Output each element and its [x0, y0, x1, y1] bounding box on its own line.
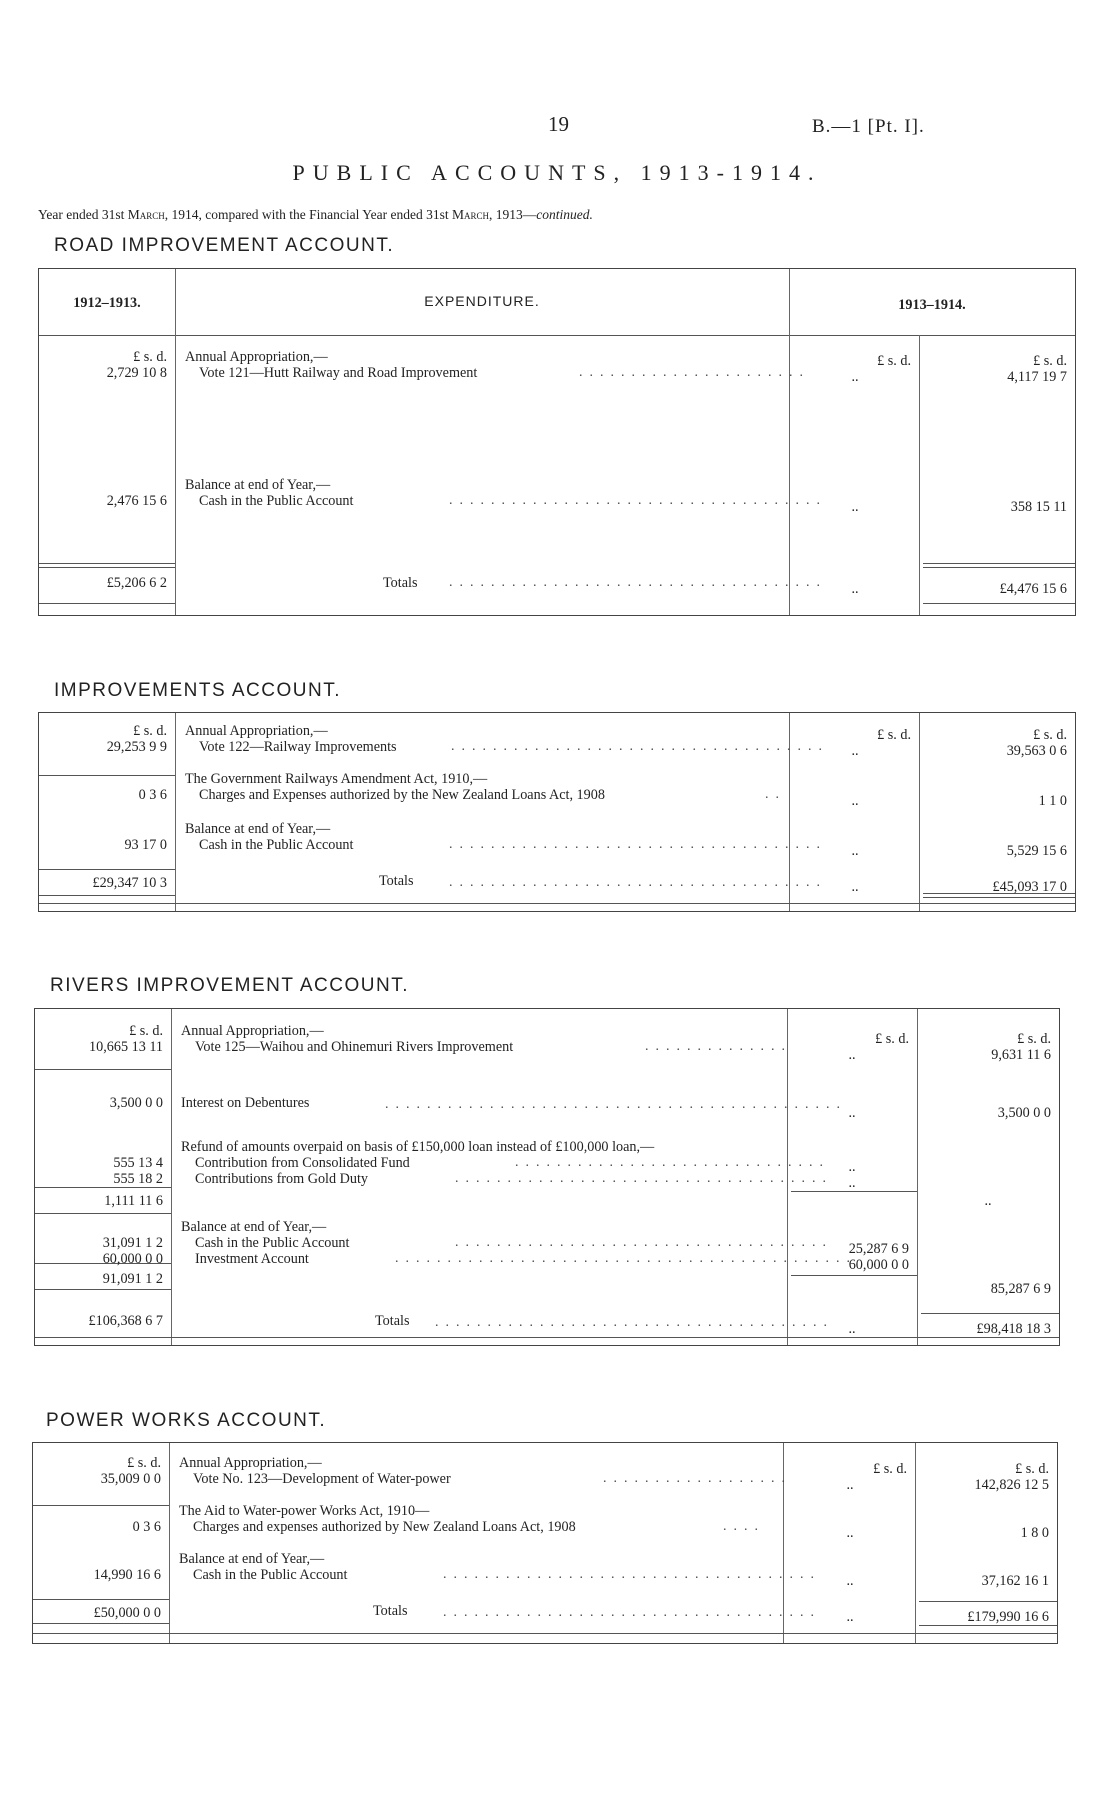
imp-mid-dots: .. [851, 743, 859, 759]
imp-mid-dots-4: .. [851, 879, 859, 895]
rivers-heading: RIVERS IMPROVEMENT ACCOUNT. [50, 975, 409, 996]
riv-mid-dots-3: .. [848, 1159, 856, 1175]
road-mid-dots-2: .. [851, 499, 859, 515]
imp-cur-vote: 39,563 0 6 [1006, 743, 1067, 759]
riv-mid-investment: 60,000 0 0 [848, 1257, 909, 1273]
riv-vote-label: Vote 125—Waihou and Ohinemuri Rivers Improvement [195, 1039, 514, 1055]
riv-lsd-cur: £ s. d. [1017, 1031, 1051, 1047]
riv-mid-dots: .. [848, 1047, 856, 1063]
imp-prev-charges: 0 3 6 [138, 787, 167, 803]
riv-prev-consolidated: 555 13 4 [113, 1155, 163, 1171]
road-lsd-cur: £ s. d. [1033, 353, 1067, 369]
subtitle-mid: , 1914, compared with the Financial Year ended 31st [164, 207, 452, 222]
pow-lsd-mid: £ s. d. [873, 1461, 907, 1477]
road-prev-balance: 2,476 15 6 [106, 493, 167, 509]
riv-prev-cash: 31,091 1 2 [102, 1235, 163, 1251]
riv-balance-label: Balance at end of Year,— [181, 1219, 327, 1235]
document-reference: B.—1 [Pt. I]. [812, 116, 925, 137]
page-number: 19 [548, 112, 569, 136]
riv-totals-label: Totals [375, 1313, 410, 1329]
riv-cash-label: Cash in the Public Account [195, 1235, 350, 1251]
subtitle-continued: continued. [536, 207, 593, 222]
imp-balance-label: Balance at end of Year,— [185, 821, 331, 837]
road-col-1913: 1913–1914. [898, 297, 966, 313]
road-prev-total: £5,206 6 2 [106, 575, 167, 591]
road-heading: ROAD IMPROVEMENT ACCOUNT. [54, 235, 395, 256]
road-prev-vote: 2,729 10 8 [106, 365, 167, 381]
riv-consolidated-label: Contribution from Consolidated Fund [195, 1155, 410, 1171]
riv-cur-balance: 85,287 6 9 [990, 1281, 1051, 1297]
page-subtitle [38, 207, 593, 223]
road-vote-label: Vote 121—Hutt Railway and Road Improvement [199, 365, 478, 381]
road-col-1912: 1912–1913. [73, 295, 141, 311]
pow-totals-label: Totals [373, 1603, 408, 1619]
imp-cur-charges: 1 1 0 [1038, 793, 1067, 809]
riv-mid-dots-5: .. [848, 1321, 856, 1337]
imp-charges-label: Charges and Expenses authorized by the New Zealand Loans Act, 1908 [199, 787, 605, 803]
imp-cur-balance: 5,529 15 6 [1006, 843, 1067, 859]
riv-prev-gold: 555 18 2 [113, 1171, 163, 1187]
pow-cur-total: £179,990 16 6 [967, 1609, 1049, 1625]
imp-act-label: The Government Railways Amendment Act, 1910,— [185, 771, 488, 787]
pow-cash-label: Cash in the Public Account [193, 1567, 348, 1583]
imp-totals-label: Totals [379, 873, 414, 889]
imp-cur-total: £45,093 17 0 [992, 879, 1067, 895]
pow-mid-dots-2: .. [846, 1525, 854, 1541]
riv-cur-interest: 3,500 0 0 [997, 1105, 1051, 1121]
improvements-table: £ s. d. 29,253 9 9 Annual Appropriation,— Vote 122—Railway Improvements .................................... £ s. d. .. £ s. d. 39,563 0 6 0 3 6 The Government Railways Amendment Act, 1910,— Charges and Expenses authorized by the New Zealand Loans Act, 1908 .. .. 1 1 0 93 17 0 Balance at end of Year,— Cash in the Public Account .................................... .. 5,529 15 6 £29,347 10 3 Totals .................................... .. £45,093 17 0 [38, 712, 1076, 912]
pow-prev-charges: 0 3 6 [132, 1519, 161, 1535]
page-title: PUBLIC ACCOUNTS, 1913-1914. [292, 160, 822, 185]
power-table: £ s. d. 35,009 0 0 Annual Appropriation,— Vote No. 123—Development of Water-power .................. £ s. d. .. £ s. d. 142,826 12 5 0 3 6 The Aid to Water-power Works Act, 1910— Charges and expenses authorized by New Zealand Loans Act, 1908 .... .. 1 8 0 14,990 16 6 Balance at end of Year,— Cash in the Public Account .................................... .. 37,162 16 1 £50,000 0 0 Totals .................................... .. £179,990 16 6 [32, 1442, 1058, 1644]
pow-act-label: The Aid to Water-power Works Act, 1910— [179, 1503, 430, 1519]
road-lsd-prev: £ s. d. [133, 349, 167, 365]
riv-mid-cash: 25,287 6 9 [848, 1241, 909, 1257]
riv-lsd-mid: £ s. d. [875, 1031, 909, 1047]
imp-lsd-cur: £ s. d. [1033, 727, 1067, 743]
imp-mid-dots-2: .. [851, 793, 859, 809]
imp-prev-total: £29,347 10 3 [92, 875, 167, 891]
pow-appropriation-label: Annual Appropriation,— [179, 1455, 322, 1471]
road-mid-dots: .. [851, 369, 859, 385]
road-cash-label: Cash in the Public Account [199, 493, 354, 509]
road-cur-total: £4,476 15 6 [999, 581, 1067, 597]
road-col-expenditure: EXPENDITURE. [424, 293, 540, 309]
imp-vote-label: Vote 122—Railway Improvements [199, 739, 397, 755]
riv-prev-total: £106,368 6 7 [88, 1313, 163, 1329]
road-cur-balance: 358 15 11 [1010, 499, 1067, 515]
power-heading: POWER WORKS ACCOUNT. [46, 1410, 327, 1431]
riv-prev-refund-sum: 1,111 11 6 [104, 1193, 163, 1209]
riv-mid-dots-2: .. [848, 1105, 856, 1121]
riv-prev-interest: 3,500 0 0 [109, 1095, 163, 1111]
riv-investment-label: Investment Account [195, 1251, 309, 1267]
riv-cur-refund-dots: .. [984, 1193, 992, 1209]
riv-refund-label: Refund of amounts overpaid on basis of £150,000 loan instead of £100,000 loan,— [181, 1139, 655, 1155]
imp-prev-vote: 29,253 9 9 [106, 739, 167, 755]
imp-cash-label: Cash in the Public Account [199, 837, 354, 853]
riv-mid-dots-4: .. [848, 1175, 856, 1191]
imp-appropriation-label: Annual Appropriation,— [185, 723, 328, 739]
improvements-heading: IMPROVEMENTS ACCOUNT. [54, 680, 341, 701]
pow-lsd-prev: £ s. d. [127, 1455, 161, 1471]
pow-prev-total: £50,000 0 0 [93, 1605, 161, 1621]
road-lsd-mid: £ s. d. [877, 353, 911, 369]
riv-interest-label: Interest on Debentures [181, 1095, 310, 1111]
road-mid-dots-3: .. [851, 581, 859, 597]
imp-prev-balance: 93 17 0 [124, 837, 167, 853]
imp-lsd-mid: £ s. d. [877, 727, 911, 743]
pow-balance-label: Balance at end of Year,— [179, 1551, 325, 1567]
riv-prev-vote: 10,665 13 11 [89, 1039, 163, 1055]
riv-cur-total: £98,418 18 3 [976, 1321, 1051, 1337]
pow-mid-dots: .. [846, 1477, 854, 1493]
road-table: 1912–1913. EXPENDITURE. 1913–1914. £ s. d. 2,729 10 8 Annual Appropriation,— Vote 121—Hutt Railway and Road Improvement ...................... £ s. d. .. £ s. d. 4,117 19 7 2,476 15 6 Balance at end of Year,— Cash in the Public Account .................................... .. 358 15 11 £5,206 6 2 Totals .................................... .. £4,476 15 6 [38, 268, 1076, 616]
subtitle-post: , 1913— [488, 207, 537, 222]
riv-appropriation-label: Annual Appropriation,— [181, 1023, 324, 1039]
subtitle-pre: Year ended 31st [38, 207, 128, 222]
road-totals-label: Totals [383, 575, 418, 591]
road-appropriation-label: Annual Appropriation,— [185, 349, 328, 365]
rivers-table: £ s. d. 10,665 13 11 Annual Appropriation,— Vote 125—Waihou and Ohinemuri Rivers Improvement .............. £ s. d. .. £ s. d. 9,631 11 6 3,500 0 0 Interest on Debentures ............................................ .. 3,500 0 0 Refund of amounts overpaid on basis of £150,000 loan instead of £100,000 loan,— 555 13 4 Contribution from Consolidated Fund .............................. .. 555 18 2 Contributions from Gold Duty .................................... .. 1,111 11 6 .. Balance at end of Year,— 31,091 1 2 Cash in the Public Account .................................... 25,287 6 9 60,000 0 0 Investment Account ............................................ 60,000 0 0 91,091 1 2 85,287 6 9 £106,368 6 7 Totals ...................................... .. £98,418 18 3 [34, 1008, 1060, 1346]
riv-prev-investment: 60,000 0 0 [102, 1251, 163, 1267]
riv-lsd-prev: £ s. d. [129, 1023, 163, 1039]
subtitle-march-1: March [127, 207, 165, 222]
riv-cur-vote: 9,631 11 6 [991, 1047, 1051, 1063]
pow-mid-dots-3: .. [846, 1573, 854, 1589]
subtitle-march-2: March [451, 207, 489, 222]
pow-prev-balance: 14,990 16 6 [93, 1567, 161, 1583]
pow-cur-charges: 1 8 0 [1020, 1525, 1049, 1541]
pow-charges-label: Charges and expenses authorized by New Zealand Loans Act, 1908 [193, 1519, 576, 1535]
riv-prev-balance-sum: 91,091 1 2 [102, 1271, 163, 1287]
imp-mid-dots-3: .. [851, 843, 859, 859]
road-balance-label: Balance at end of Year,— [185, 477, 331, 493]
riv-gold-label: Contributions from Gold Duty [195, 1171, 369, 1187]
pow-mid-dots-4: .. [846, 1609, 854, 1625]
road-cur-vote: 4,117 19 7 [1007, 369, 1067, 385]
pow-cur-balance: 37,162 16 1 [981, 1573, 1049, 1589]
pow-cur-vote: 142,826 12 5 [974, 1477, 1049, 1493]
imp-lsd-prev: £ s. d. [133, 723, 167, 739]
pow-vote-label: Vote No. 123—Development of Water-power [193, 1471, 451, 1487]
pow-prev-vote: 35,009 0 0 [100, 1471, 161, 1487]
pow-lsd-cur: £ s. d. [1015, 1461, 1049, 1477]
